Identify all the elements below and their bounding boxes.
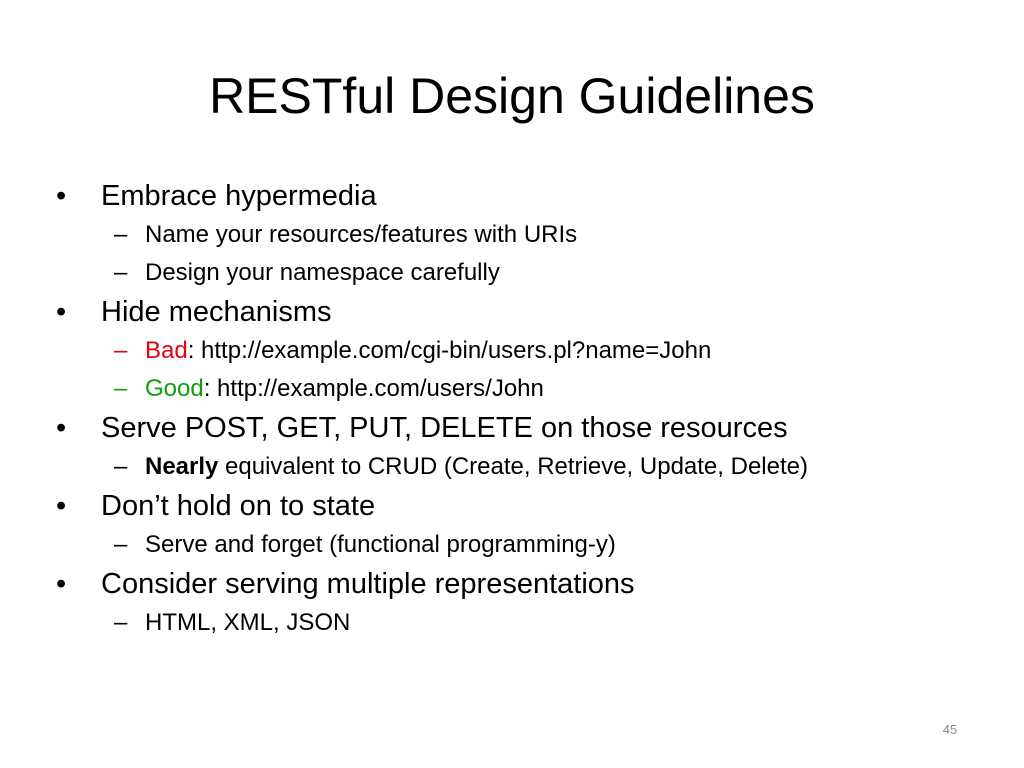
- bullet-text: Embrace hypermedia: [101, 180, 377, 212]
- bullet-text: Consider serving multiple representations: [101, 568, 635, 600]
- good-url-text: : http://example.com/users/John: [203, 375, 544, 402]
- sub-bullet-text: Name your resources/features with URIs: [145, 221, 578, 248]
- sub-bullet-text: [145, 370, 544, 408]
- dash-icon: –: [114, 453, 128, 480]
- slide-title: RESTful Design Guidelines: [209, 68, 815, 124]
- bullet-icon: •: [56, 412, 67, 444]
- dash-icon: –: [114, 375, 128, 402]
- dash-icon: –: [114, 259, 128, 286]
- bullet-list: [56, 176, 996, 642]
- sub-bullet-text: [145, 448, 808, 486]
- sub-bullet-text: HTML, XML, JSON: [145, 609, 351, 636]
- sub-bullet-item: [56, 216, 996, 254]
- sub-bullet-text: Design your namespace carefully: [145, 259, 500, 286]
- bullet-text: Serve POST, GET, PUT, DELETE on those resources: [101, 412, 788, 444]
- bullet-item: [56, 292, 996, 332]
- bad-url-text: : http://example.com/cgi-bin/users.pl?name=John: [187, 337, 712, 364]
- sub-bullet-item: [56, 254, 996, 292]
- bullet-text: Hide mechanisms: [101, 296, 332, 328]
- nearly-emphasis: Nearly: [145, 453, 219, 480]
- bullet-item: [56, 408, 996, 448]
- bullet-icon: •: [56, 296, 67, 328]
- bullet-text: Don’t hold on to state: [101, 490, 376, 522]
- dash-icon: –: [114, 337, 128, 364]
- sub-bullet-text: Serve and forget (functional programming-y): [145, 531, 616, 558]
- dash-icon: –: [114, 221, 128, 248]
- bullet-item: [56, 176, 996, 216]
- sub-bullet-item-bad: [56, 332, 996, 370]
- sub-bullet-item: [56, 604, 996, 642]
- dash-icon: –: [114, 531, 128, 558]
- page-number: 45: [942, 722, 958, 737]
- bullet-item: [56, 486, 996, 526]
- bullet-icon: •: [56, 490, 67, 522]
- bullet-icon: •: [56, 180, 67, 212]
- dash-icon: –: [114, 609, 128, 636]
- sub-bullet-text: [145, 332, 711, 370]
- bullet-icon: •: [56, 568, 67, 600]
- sub-bullet-item: [56, 448, 996, 486]
- bullet-item: [56, 564, 996, 604]
- crud-text: equivalent to CRUD (Create, Retrieve, Update, Delete): [218, 453, 808, 480]
- sub-bullet-item: [56, 526, 996, 564]
- sub-bullet-item-good: [56, 370, 996, 408]
- bad-label: Bad: [145, 337, 188, 364]
- good-label: Good: [145, 375, 204, 402]
